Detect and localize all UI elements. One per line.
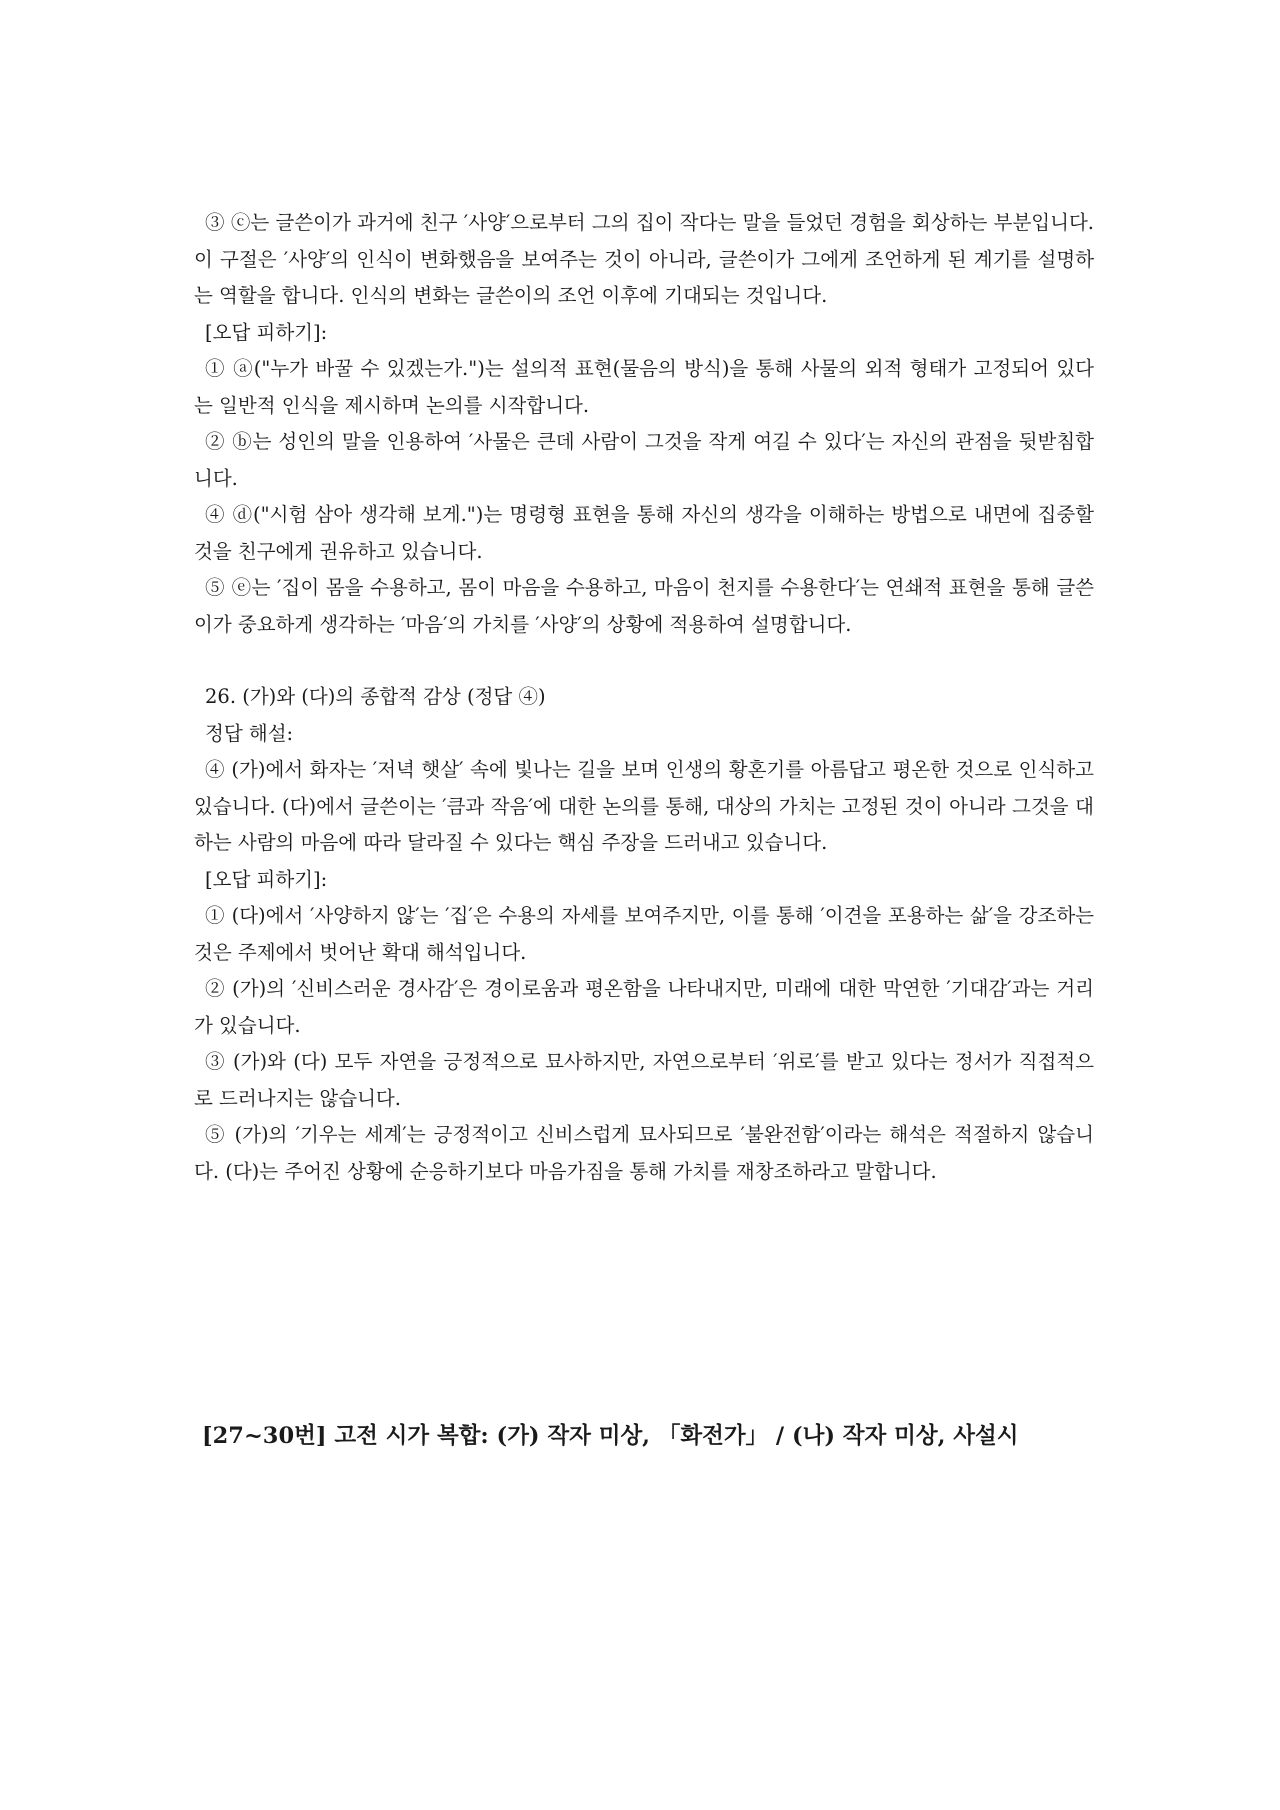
- explanation-body: [194, 205, 1094, 1190]
- q26-option-5: ⑤ (가)의 ′기우는 세계′는 긍정적이고 신비스럽게 묘사되므로 ′불완전함′이라는 해석은 적절하지 않습니다. (다)는 주어진 상황에 순응하기보다 마음가짐을 통해 가치를 재창조하라고 말합니다.: [194, 1123, 1094, 1183]
- q25-option-2: ② ⓑ는 성인의 말을 인용하여 ′사물은 큰데 사람이 그것을 작게 여길 수 있다′는 자신의 관점을 뒷받침합니다.: [194, 430, 1094, 490]
- q26-correct-explanation: ④ (가)에서 화자는 ′저녁 햇살′ 속에 빛나는 길을 보며 인생의 황혼기를 아름답고 평온한 것으로 인식하고 있습니다. (다)에서 글쓴이는 ′큼과 작음′에 대한 논의를 통해, 대상의 가치는 고정된 것이 아니라 그것을 대하는 사람의 마음에 따라 달라질 수 있다는 핵심 주장을 드러내고 있습니다.: [194, 758, 1094, 854]
- q26-avoid-label: [오답 피하기]:: [205, 867, 328, 891]
- q26-option-2: ② (가)의 ′신비스러운 경사감′은 경이로움과 평온함을 나타내지만, 미래에 대한 막연한 ′기대감′과는 거리가 있습니다.: [194, 977, 1094, 1037]
- q25-avoid-label: [오답 피하기]:: [205, 320, 328, 344]
- q26-title: 26. (가)와 (다)의 종합적 감상 (정답 ④): [205, 685, 546, 708]
- q25-correct-explanation: ③ ⓒ는 글쓴이가 과거에 친구 ′사양′으로부터 그의 집이 작다는 말을 들었던 경험을 회상하는 부분입니다. 이 구절은 ′사양′의 인식이 변화했음을 보여주는 것이 아니라, 글쓴이가 그에게 조언하게 된 계기를 설명하는 역할을 합니다. 인식의 변화는 글쓴이의 조언 이후에 기대되는 것입니다.: [194, 211, 1094, 307]
- q25-option-4: ④ ⓓ("시험 삼아 생각해 보게.")는 명령형 표현을 통해 자신의 생각을 이해하는 방법으로 내면에 집중할 것을 친구에게 권유하고 있습니다.: [194, 503, 1094, 563]
- q26-option-1: ① (다)에서 ′사양하지 않′는 ′집′은 수용의 자세를 보여주지만, 이를 통해 ′이견을 포용하는 삶′을 강조하는 것은 주제에서 벗어난 확대 해석입니다.: [194, 904, 1094, 964]
- q25-option-5: ⑤ ⓔ는 ′집이 몸을 수용하고, 몸이 마음을 수용하고, 마음이 천지를 수용한다′는 연쇄적 표현을 통해 글쓴이가 중요하게 생각하는 ′마음′의 가치를 ′사양′의 상황에 적용하여 설명합니다.: [194, 576, 1094, 636]
- section-gap: [194, 643, 1094, 679]
- q26-option-3: ③ (가)와 (다) 모두 자연을 긍정적으로 묘사하지만, 자연으로부터 ′위로′를 받고 있다는 정서가 직접적으로 드러나지는 않습니다.: [194, 1050, 1094, 1110]
- q26-answer-label: 정답 해설:: [205, 721, 294, 745]
- section-heading-27-30: [27~30번] 고전 시가 복합: (가) 작자 미상, 「화전가」 / (나) 작자 미상, 사설시: [202, 1423, 1019, 1449]
- q25-option-1: ① ⓐ("누가 바꿀 수 있겠는가.")는 설의적 표현(물음의 방식)을 통해 사물의 외적 형태가 고정되어 있다는 일반적 인식을 제시하며 논의를 시작합니다.: [194, 357, 1094, 417]
